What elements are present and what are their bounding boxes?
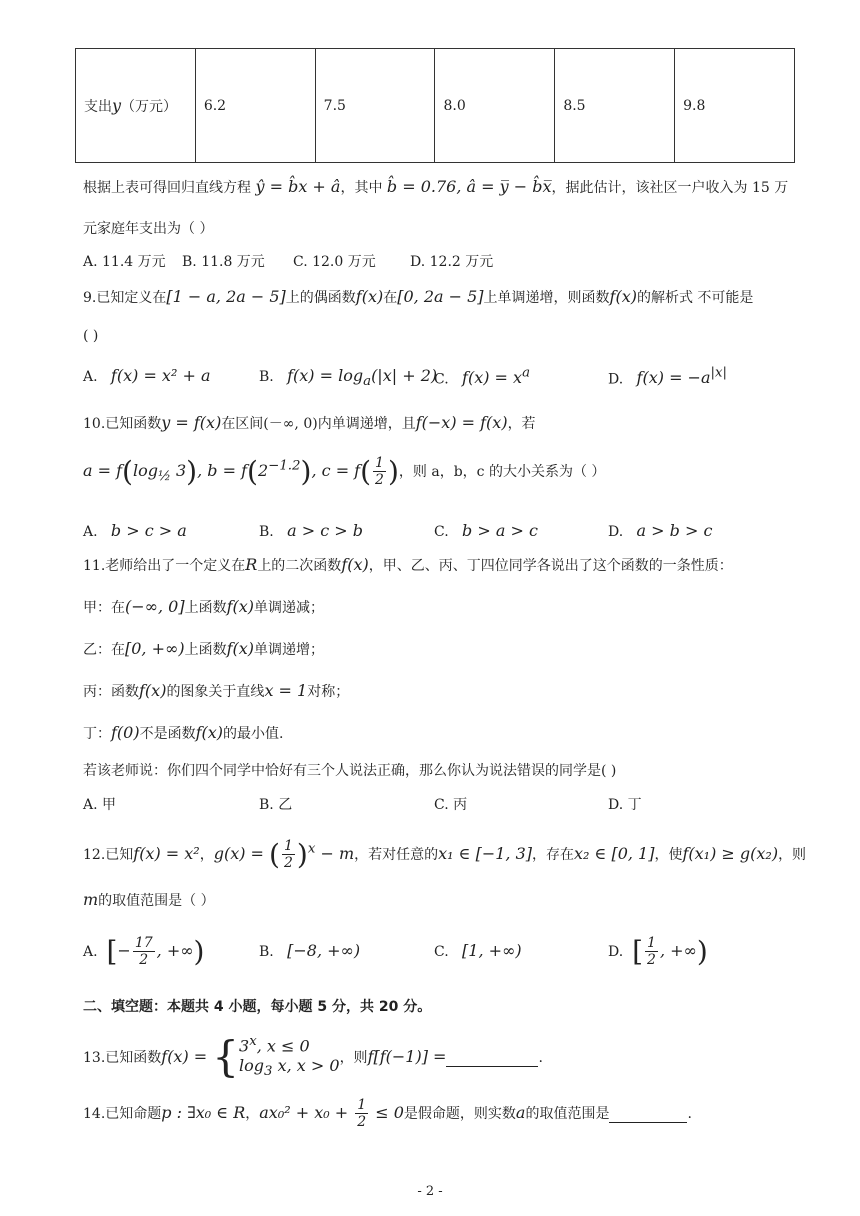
q13-text-b: ，则 (339, 1049, 368, 1066)
option-label: C. (434, 944, 449, 960)
q10-func: y = f(x) (161, 413, 222, 432)
q8-line1 (83, 177, 788, 197)
q11-jia-fx: f(x) (226, 597, 255, 616)
q9-text-a: 9.已知定义在 (83, 290, 167, 306)
q8-line2: 元家庭年支出为（ ） (83, 221, 214, 237)
q10-text-a: 10.已知函数 (83, 416, 162, 432)
q11-ding-c: 的最小值. (223, 726, 284, 742)
q13-line (83, 1032, 543, 1083)
q9-d-expr: $f(x) = -a^{|x|}$ (636, 366, 727, 388)
q11-fx: f(x) (341, 555, 369, 574)
q12-option-a (83, 935, 204, 968)
q13-func: f(x) = { 3$^x$, x ≤ 0 $\log_3 x$, x > 0 (161, 1032, 340, 1082)
q11-yi-c: 单调递增； (254, 642, 325, 658)
option-label: B. (259, 944, 274, 960)
q12-text-f: 的取值范围是（ ） (98, 893, 215, 909)
q12-option-c (434, 941, 522, 960)
q11-jia-c: 单调递减； (254, 600, 325, 616)
q8-text-b: ，其中 (340, 180, 383, 196)
q10-line2 (83, 455, 605, 488)
q14-prop: p : ∃x₀ ∈ R (161, 1103, 246, 1122)
q12-text-b: ，若对任意的 (354, 847, 439, 863)
option-label: B. (259, 369, 274, 385)
q9-c-expr: $f(x) = x^a$ (462, 366, 531, 388)
option-label: D. (608, 524, 624, 540)
q10-option-a (83, 521, 187, 540)
q11-bing-b: 的图象关于直线 (166, 684, 265, 700)
q12-x1: x₁ ∈ [−1, 3] (438, 844, 532, 863)
q9-text-d: 上单调递增，则函数 (483, 290, 610, 306)
q11-yi-interval: [0, +∞) (125, 639, 185, 658)
q10-a-expr: b > c > a (110, 521, 187, 540)
table-unit: （万元） (121, 98, 178, 115)
q11-ding (83, 723, 283, 743)
q8-text-a: 根据上表可得回归直线方程 (83, 180, 251, 196)
q11-yi-fx: f(x) (226, 639, 255, 658)
q13-text-a: 13.已知函数 (83, 1049, 162, 1066)
q11-option-d: D. 丁 (608, 797, 642, 813)
q9-option-a (83, 366, 210, 385)
q14-text-a: 14.已知命题 (83, 1106, 162, 1122)
q12-option-b (259, 941, 360, 960)
q11-jia-interval: (−∞, 0] (125, 597, 185, 616)
q12-text-e: ，则 (778, 847, 807, 863)
table-cell: 7.5 (315, 49, 435, 163)
q11-R: R (245, 555, 258, 574)
q9-domain: [1 − a, 2a − 5] (166, 287, 286, 306)
q11-jia-b: 上函数 (184, 600, 227, 616)
table-row (76, 49, 795, 163)
q14-text-d: . (687, 1106, 692, 1122)
table-header-cell (76, 49, 196, 163)
table-var: y (112, 95, 122, 115)
option-label: D. (608, 371, 624, 388)
q9-text-b: 上的偶函数 (285, 290, 356, 306)
q10-text-b: 在区间(－∞, 0)内单调递增，且 (221, 416, 416, 432)
q11-ding-b: 不是函数 (139, 726, 196, 742)
q12-d-expr: [ $\frac{1}{2}$ , +∞) (632, 935, 708, 968)
q10-option-d (608, 521, 712, 540)
data-table (75, 48, 795, 163)
q12-text-c: ，存在 (532, 847, 574, 863)
table-cell: 9.8 (675, 49, 795, 163)
q12-f: f(x) = x² (133, 844, 200, 863)
q8-option-d: D. 12.2 万元 (410, 254, 494, 270)
q11-ding-fx: f(x) (195, 723, 224, 742)
q12-m: m (83, 890, 99, 909)
q12-a-expr: [− $\frac{17}{2}$ , +∞) (106, 935, 205, 968)
q9-option-d (608, 366, 727, 387)
q12-b-expr: [−8, +∞) (287, 941, 361, 960)
q10-abc: $a = f(\log_{\frac{1}{2}}$ 3), $b = f(2^{-1.2})$, c = f( $\frac{1}{2}$ ) (83, 455, 399, 488)
q11-yi-a: 乙：在 (83, 642, 125, 658)
q8-option-a: A. 11.4 万元 (83, 254, 166, 270)
q10-b-expr: a > c > b (287, 521, 364, 540)
q9-text-c: 在 (383, 290, 398, 306)
q11-yi-b: 上函数 (184, 642, 227, 658)
q11-jia (83, 597, 324, 617)
q14-text-b: 是假命题，则实数 (403, 1106, 516, 1122)
q12-ineq: f(x₁) ≥ g(x₂) (682, 844, 779, 863)
q9-line1 (83, 287, 753, 307)
q10-option-b (259, 521, 363, 540)
option-label: C. (434, 524, 449, 540)
q14-ineq: ax₀² + x₀ + $\frac{1}{2}$ ≤ 0 (259, 1097, 404, 1130)
q10-text-d: ，则 a，b，c 的大小关系为（ ） (398, 464, 606, 480)
q9-option-b (259, 366, 437, 389)
q14-line: 14.已知命题p : ∃x₀ ∈ R，ax₀² + x₀ + $\frac{1}{2}$ ≤ 0是假命题，则实数a的取值范围是 . (83, 1097, 692, 1130)
q12-text-d: ，使 (654, 847, 683, 863)
q11-ding-a: 丁： (83, 726, 111, 742)
q12-x2: x₂ ∈ [0, 1] (574, 844, 655, 863)
q9-a-expr: f(x) = x² + a (110, 366, 211, 385)
q11-bing (83, 681, 349, 701)
q11-option-b: B. 乙 (259, 797, 293, 813)
page-number: - 2 - (417, 1184, 443, 1199)
q11-text-a: 11.老师给出了一个定义在 (83, 558, 246, 574)
q11-bing-line: x = 1 (264, 681, 308, 700)
regression-equation: ŷ = b̂x + â (255, 177, 341, 196)
q9-text-e: 的解析式 不可能是 (636, 290, 754, 306)
q8-option-c: C. 12.0 万元 (293, 254, 376, 270)
q14-text-c: 的取值范围是 (525, 1106, 610, 1122)
table-label: 支出 (84, 98, 112, 115)
table-cell: 8.0 (435, 49, 555, 163)
q9-b-expr: $f(x) = \log_a(|x| + 2)$ (287, 366, 438, 390)
q11-line1 (83, 555, 733, 575)
q12-line2 (83, 890, 215, 910)
option-label: C. (434, 371, 449, 388)
table-cell: 8.5 (555, 49, 675, 163)
regression-coefficients: b̂ = 0.76, â = y̅ − b̂x̅ (386, 177, 552, 196)
q12-text-a: 12.已知 (83, 847, 134, 863)
table-cell: 6.2 (195, 49, 315, 163)
q11-yi (83, 639, 324, 659)
q11-bing-a: 丙：函数 (83, 684, 139, 700)
q9-fx: f(x) (355, 287, 384, 306)
q9-fx2: f(x) (609, 287, 637, 306)
option-label: A. (83, 944, 98, 960)
q13-expr: f[f(−1)] = (367, 1046, 447, 1066)
q11-bing-fx: f(x) (139, 681, 167, 700)
q12-line1: 12.已知f(x) = x²，g(x) = ( $\frac{1}{2}$ )$^x$ − m，若对任意的x₁ ∈ [−1, 3]，存在x₂ ∈ [0, 1]，使f(x₁) ≥ g(x₂)，则 (83, 838, 807, 871)
section-heading: 二、填空题：本题共 4 小题，每小题 5 分，共 20 分。 (83, 999, 432, 1015)
q10-line1 (83, 413, 536, 433)
q11-option-a: A. 甲 (83, 797, 117, 813)
q11-text-c: ，甲、乙、丙、丁四位同学各说出了这个函数的一条性质： (368, 558, 733, 574)
q13-text-c: . (538, 1049, 543, 1066)
option-label: A. (83, 524, 98, 540)
q10-even: f(−x) = f(x) (415, 413, 508, 432)
q9-interval: [0, 2a − 5] (397, 287, 484, 306)
q9-paren: ( ) (83, 328, 99, 344)
q11-ding-f0: f(0) (111, 723, 140, 742)
q14-answer-blank[interactable] (609, 1106, 687, 1123)
q12-c-expr: [1, +∞) (462, 941, 522, 960)
q11-option-c: C. 丙 (434, 797, 468, 813)
q12-option-d (608, 935, 708, 968)
option-label: D. (608, 944, 624, 960)
q8-option-b: B. 11.8 万元 (182, 254, 265, 270)
q10-text-c: ，若 (507, 416, 536, 432)
q11-text-b: 上的二次函数 (257, 558, 342, 574)
q10-c-expr: b > a > c (462, 521, 538, 540)
q11-bing-c: 对称； (307, 684, 350, 700)
option-label: A. (83, 369, 98, 385)
q8-text-c: ，据此估计，该社区一户收入为 15 万 (551, 180, 789, 196)
option-label: B. (259, 524, 274, 540)
q10-option-c (434, 521, 538, 540)
q10-d-expr: a > b > c (636, 521, 713, 540)
q11-jia-a: 甲：在 (83, 600, 125, 616)
q12-g: g(x) = ( $\frac{1}{2}$ )$^x$ − m (213, 838, 355, 871)
q13-answer-blank[interactable] (446, 1050, 538, 1067)
q14-a: a (515, 1103, 526, 1122)
q11-question: 若该老师说：你们四个同学中恰好有三个人说法正确，那么你认为说法错误的同学是( ) (83, 763, 617, 779)
q9-option-c (434, 366, 530, 387)
